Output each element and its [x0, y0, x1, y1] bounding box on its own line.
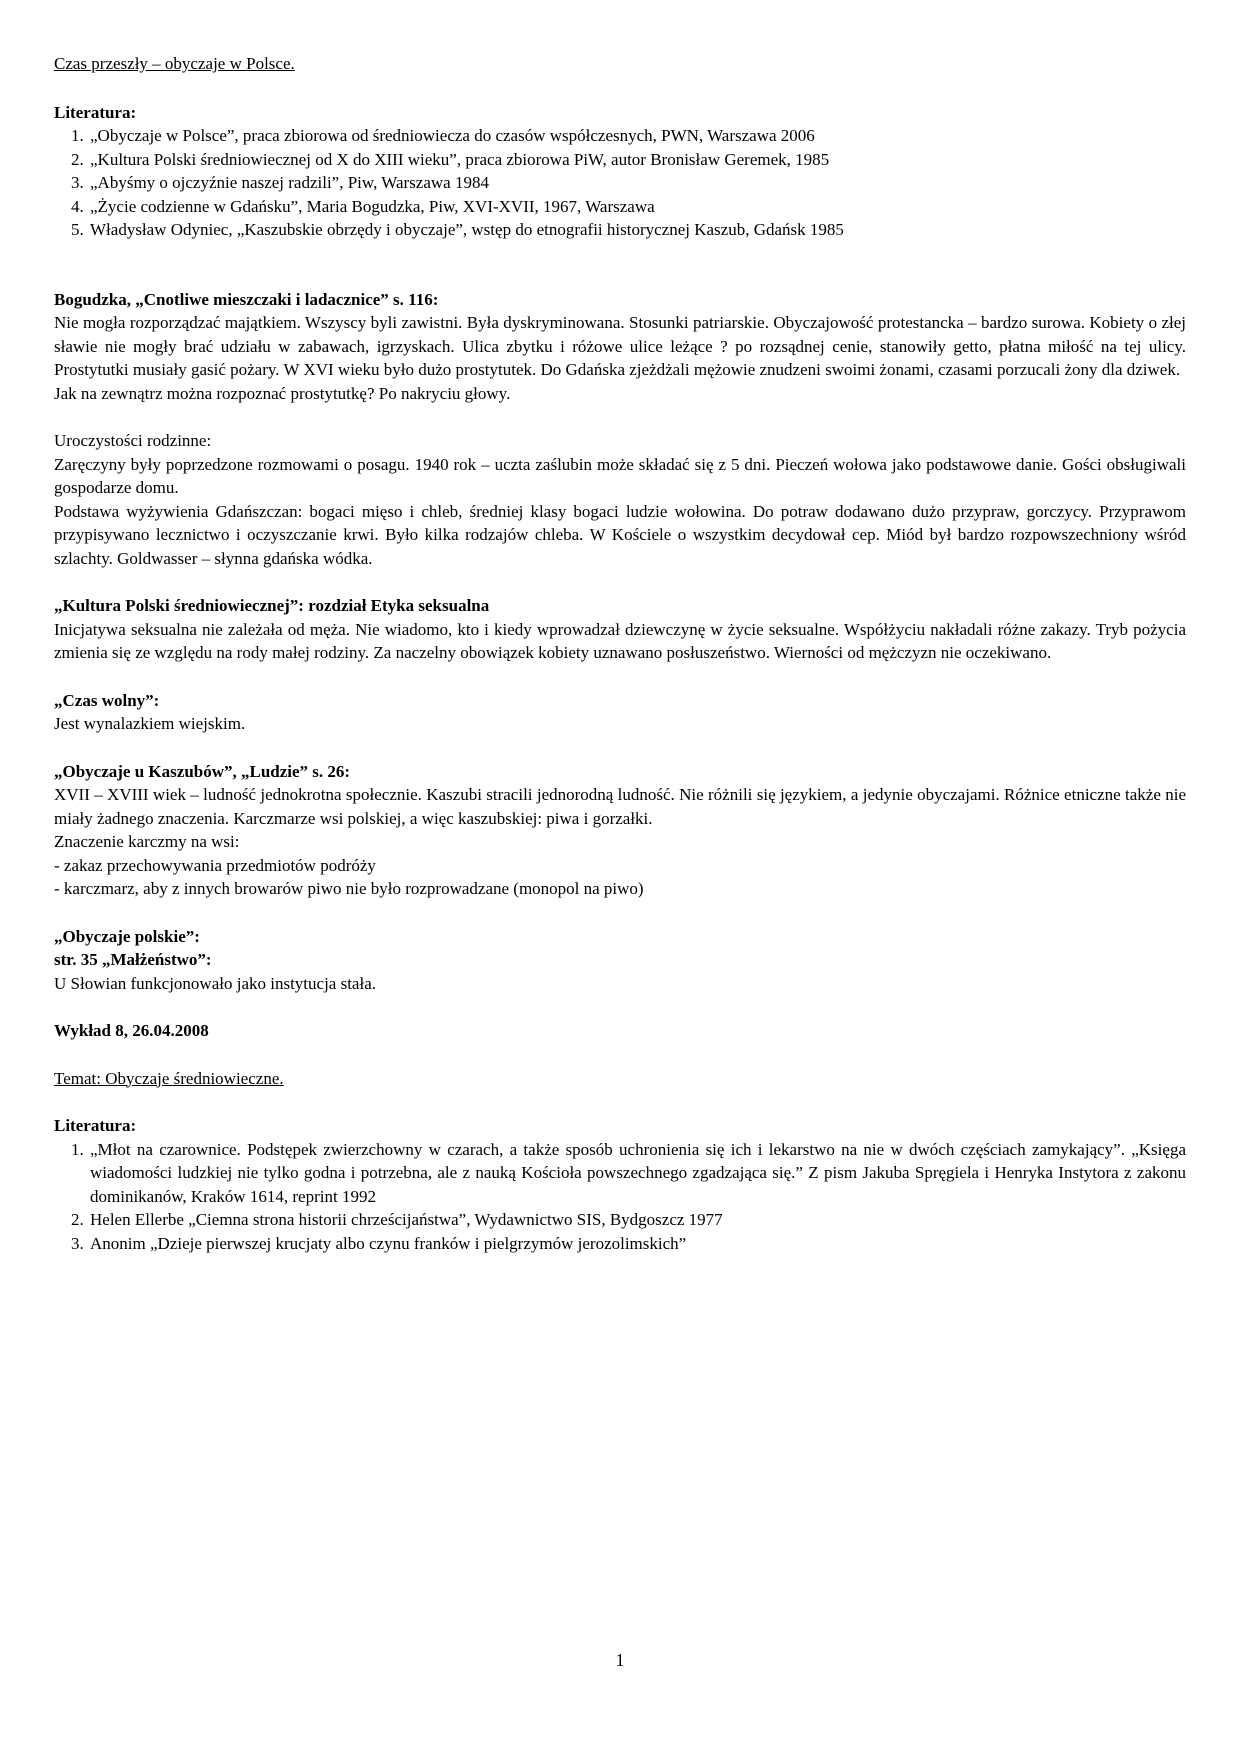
paragraph: Nie mogła rozporządzać majątkiem. Wszyscy byli zawistni. Była dyskryminowana. Stosunki patriarskie. Obyczajowość protestancka – bardzo surowa. Kobiety o złej sławie nie mogły brać udziału w zabawach, igrzyskach. Ulica zbytku i różowe ulice leżące ? po rozsądnej cenie, stanowiły getto, płatna miłość na tej ulicy. Prostytutki musiały gasić pożary. W XVI wieku było dużo prostytutek. Do Gdańska zjeżdżali mężowie znudzeni swoimi żonami, czasami porzucali żony dla dziwek. — [54, 313, 1186, 379]
literature-1-list — [54, 124, 1186, 242]
list-item: 1. „Obyczaje w Polsce”, praca zbiorowa od średniowiecza do czasów współczesnych, PWN, Warszawa 2006 — [88, 124, 1186, 148]
paragraph: Jest wynalazkiem wiejskim. — [54, 714, 246, 733]
list-line: - karczmarz, aby z innych browarów piwo nie było rozprowadzane (monopol na piwo) — [54, 879, 644, 898]
section-kaszubi-heading: „Obyczaje u Kaszubów”, „Ludzie” s. 26: — [54, 761, 351, 781]
topic-line: Temat: Obyczaje średniowieczne. — [54, 1068, 284, 1088]
document-content — [54, 52, 1186, 1255]
paragraph: XVII – XVIII wiek – ludność jednokrotna społecznie. Kaszubi stracili jednorodną ludność. Nie różnili się językiem, a jedynie obyczajami. Różnice etniczne także nie miały żadnego znaczenia. Karczmarze wsi polskiej, a więc kaszubskiej: piwa i gorzałki. — [54, 785, 1186, 828]
paragraph: Jak na zewnątrz można rozpoznać prostytutkę? Po nakryciu głowy. — [54, 383, 511, 403]
section-malzenstwo-heading: str. 35 „Małżeństwo”: — [54, 950, 212, 969]
literature-1-heading: Literatura: — [54, 102, 137, 122]
literature-2-list — [54, 1138, 1186, 1256]
section-uroczystosci-heading: Uroczystości rodzinne: — [54, 431, 212, 450]
list-item: 2. „Kultura Polski średniowiecznej od X do XIII wieku”, praca zbiorowa PiW, autor Bronisław Geremek, 1985 — [88, 148, 1186, 172]
list-item: 3. Anonim „Dzieje pierwszej krucjaty albo czynu franków i pielgrzymów jerozolimskich” — [88, 1232, 1186, 1256]
section-kultura-heading: „Kultura Polski średniowiecznej”: rozdział Etyka seksualna — [54, 596, 490, 615]
list-item: 3. „Abyśmy o ojczyźnie naszej radzili”, Piw, Warszawa 1984 — [88, 171, 1186, 195]
paragraph: U Słowian funkcjonowało jako instytucja stała. — [54, 973, 376, 993]
spacer — [54, 1043, 1186, 1067]
section-czas-wolny-heading: „Czas wolny”: — [54, 690, 160, 710]
spacer — [54, 405, 1186, 429]
paragraph: Podstawa wyżywienia Gdańszczan: bogaci mięso i chleb, średniej klasy bogaci ludzie wołowina. Do potraw dodawano dużo przypraw, gorczycy. Przyprawom przypisywano lecznictwo i oczyszczanie krwi. Było kilka rodzajów chleba. W Kościele o wszystkim decydował cep. Miód był bardzo rozpowszechniony wśród szlachty. Goldwasser – słynna gdańska wódka. — [54, 501, 1186, 568]
paragraph: Zaręczyny były poprzedzone rozmowami o posagu. 1940 rok – uczta zaślubin może składać się z 5 dni. Pieczeń wołowa jako podstawowe danie. Gości obsługiwali gospodarze domu. — [54, 454, 1186, 497]
spacer — [54, 665, 1186, 689]
paragraph: Znaczenie karczmy na wsi: — [54, 832, 240, 851]
list-item: 5. Władysław Odyniec, „Kaszubskie obrzędy i obyczaje”, wstęp do etnografii historycznej Kaszub, Gdańsk 1985 — [88, 218, 1186, 242]
spacer — [54, 995, 1186, 1019]
literature-2-heading: Literatura: — [54, 1116, 137, 1135]
spacer — [54, 736, 1186, 760]
section-obyczaje-polskie-heading: „Obyczaje polskie”: — [54, 926, 200, 946]
page-number: 1 — [615, 1650, 625, 1670]
lecture-heading: Wykład 8, 26.04.2008 — [54, 1021, 209, 1040]
list-item: 4. „Życie codzienne w Gdańsku”, Maria Bogudzka, Piw, XVI-XVII, 1967, Warszawa — [88, 195, 1186, 219]
spacer — [54, 1090, 1186, 1114]
paragraph: Inicjatywa seksualna nie zależała od męża. Nie wiadomo, kto i kiedy wprowadzał dziewczynę w życie seksualne. Współżyciu nakładali różne zakazy. Tryb pożycia zmienia się ze względu na rody małej rodziny. Za naczelny obowiązek kobiety uznawano posłuszeństwo. Wierności od mężczyzn nie oczekiwano. — [54, 619, 1186, 662]
spacer — [54, 242, 1186, 288]
page-title: Czas przeszły – obyczaje w Polsce. — [54, 54, 295, 73]
section-bogudzka-heading: Bogudzka, „Cnotliwe mieszczaki i ladacznice” s. 116: — [54, 289, 439, 309]
spacer — [54, 570, 1186, 594]
list-line: - zakaz przechowywania przedmiotów podróży — [54, 855, 376, 875]
list-item: 2. Helen Ellerbe „Ciemna strona historii chrześcijaństwa”, Wydawnictwo SIS, Bydgoszcz 1977 — [88, 1208, 1186, 1232]
list-item: 1. „Młot na czarownice. Podstępek zwierzchowny w czarach, a także sposób uchronienia się ich i lekarstwo na nie w dwóch częściach zamykający”. „Księga wiadomości ludzkiej nie tylko godna i potrzebna, ale z nauką Kościoła powszechnego zgadzająca się.” Z pism Jakuba Spręgiela i Henryka Instytora z zakonu dominikanów, Kraków 1614, reprint 1992 — [88, 1138, 1186, 1209]
spacer — [54, 901, 1186, 925]
